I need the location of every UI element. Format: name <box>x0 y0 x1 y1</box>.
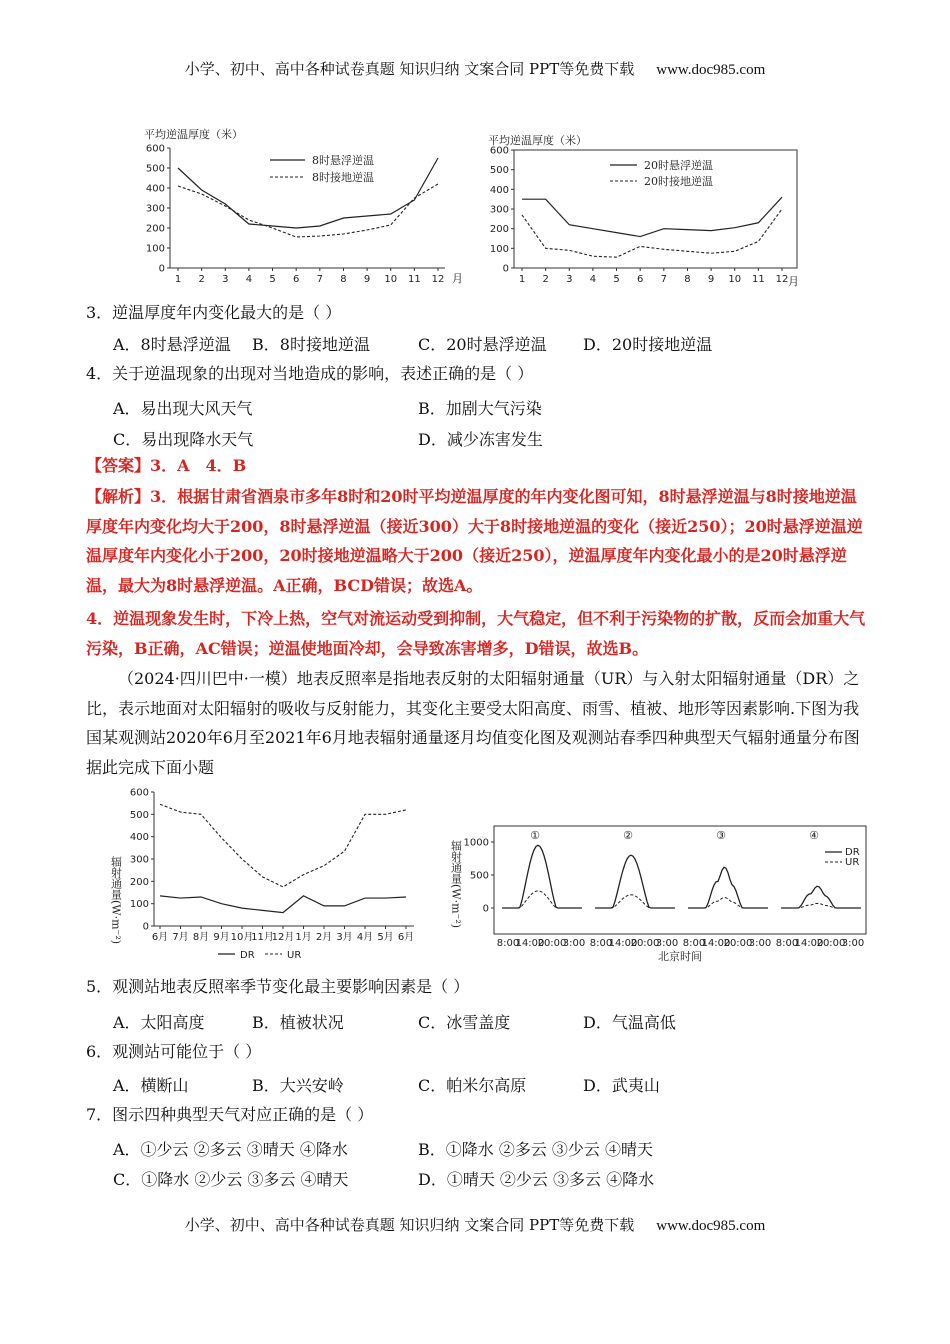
y-tick-label: 1000 <box>463 837 489 849</box>
x-tick-label: 12月 <box>271 932 295 943</box>
x-tick-label: 9 <box>363 274 371 285</box>
x-tick-label: 9 <box>707 274 715 285</box>
q4-option-d[interactable]: D．减少冻害发生 <box>418 430 543 449</box>
x-tick-label: 5月 <box>377 932 394 943</box>
x-tick-label: 8:00 <box>589 938 613 949</box>
y-tick-label: 200 <box>489 224 509 236</box>
question-3-stem: 3．逆温厚度年内变化最大的是（ ） <box>86 303 342 322</box>
x-tick-label: 14:00 <box>515 938 545 949</box>
x-tick-label: 7月 <box>172 932 189 943</box>
q6-option-c[interactable]: C．帕米尔高原 <box>418 1076 527 1095</box>
ur-curve <box>595 895 675 908</box>
q6-option-d[interactable]: D．武夷山 <box>583 1076 660 1095</box>
x-tick-label: 2 <box>198 274 205 285</box>
y-tick-label: 400 <box>145 183 165 195</box>
chart-title: 平均逆温厚度（米） <box>488 134 587 147</box>
dr-curve <box>502 845 582 908</box>
y-axis-label: 辐射通量(W·m⁻²) <box>449 840 463 929</box>
analysis-3: 【解析】3．根据甘肃省酒泉市多年8时和20时平均逆温厚度的年内变化图可知，8时悬浮逆温与8时接地逆温厚度年内变化均大于200，8时悬浮逆温（接近300）大于8时接地逆温的变化（接近250）；20时悬浮逆温逆温厚度年内变化小于200，20时接地逆温略大于200（接近250），逆温厚度年内变化最小的是20时悬浮逆温，最大为8时悬浮逆温。A正确，BCD错误；故选A。 <box>86 487 863 595</box>
dr-curve <box>595 855 675 908</box>
x-tick-label: 6月 <box>151 932 169 943</box>
question-6-stem: 6．观测站可能位于（ ） <box>86 1042 262 1061</box>
question-4-stem: 4．关于逆温现象的出现对当地造成的影响，表述正确的是（ ） <box>86 364 534 383</box>
y-tick-label: 0 <box>158 263 165 275</box>
series-line-1 <box>522 197 782 236</box>
y-tick-label: 500 <box>489 165 509 177</box>
header-text: 小学、初中、高中各种试卷真题 知识归纳 文案合同 PPT等免费下载 <box>184 60 635 78</box>
x-tick-label: 3:00 <box>748 938 772 949</box>
x-tick-label: 7 <box>660 274 668 285</box>
x-tick-label: 10 <box>728 274 742 285</box>
q5-option-c[interactable]: C．冰雪盖度 <box>418 1013 511 1032</box>
x-tick-label: 20:00 <box>723 938 753 949</box>
dr-curve <box>781 886 861 908</box>
y-tick-label: 400 <box>129 832 149 844</box>
y-tick-label: 500 <box>129 809 149 821</box>
q3-option-c[interactable]: C．20时悬浮逆温 <box>418 335 547 354</box>
x-tick-label: 20:00 <box>630 938 660 949</box>
x-tick-label: 5 <box>613 274 620 285</box>
panel-label: ① <box>530 829 540 842</box>
header-url[interactable]: www.doc985.com <box>656 62 766 78</box>
q5-option-d[interactable]: D．气温高低 <box>583 1013 676 1032</box>
x-tick-label: 3 <box>222 274 229 285</box>
series-line-1 <box>178 158 438 228</box>
y-tick-label: 400 <box>489 184 509 196</box>
y-tick-label: 600 <box>145 143 165 155</box>
x-tick-label: 10月 <box>230 932 254 943</box>
series-line-1 <box>160 896 406 913</box>
q3-option-b[interactable]: B．8时接地逆温 <box>252 335 370 354</box>
question-7-stem: 7．图示四种典型天气对应正确的是（ ） <box>86 1105 374 1124</box>
x-tick-label: 2 <box>542 274 549 285</box>
y-tick-label: 100 <box>489 243 509 255</box>
y-tick-label: 200 <box>145 223 165 235</box>
x-tick-label: 8:00 <box>496 938 520 949</box>
y-tick-label: 600 <box>489 145 509 157</box>
y-tick-label: 300 <box>145 203 165 215</box>
y-tick-label: 300 <box>489 204 509 216</box>
q7-option-d[interactable]: D．①晴天 ②少云 ③多云 ④降水 <box>418 1170 655 1189</box>
y-tick-label: 300 <box>129 854 149 866</box>
panel-label: ③ <box>716 829 726 842</box>
q7-option-a[interactable]: A．①少云 ②多云 ③晴天 ④降水 <box>113 1140 348 1159</box>
chart-title: 平均逆温厚度（米） <box>144 128 243 141</box>
x-tick-label: 14:00 <box>794 938 824 949</box>
legend-label-solid: 20时悬浮逆温 <box>644 159 713 172</box>
q7-option-b[interactable]: B．①降水 ②多云 ③少云 ④晴天 <box>418 1140 654 1159</box>
q4-option-b[interactable]: B．加剧大气污染 <box>418 399 542 418</box>
chart-8-oclock-inversion <box>130 128 470 288</box>
footer-url[interactable]: www.doc985.com <box>656 1218 766 1234</box>
x-tick-label: 4 <box>245 274 253 285</box>
x-tick-label: 1 <box>174 274 182 285</box>
q7-option-c[interactable]: C．①降水 ②少云 ③多云 ④晴天 <box>113 1170 349 1189</box>
legend-label-dashed: 8时接地逆温 <box>312 171 374 184</box>
y-tick-label: 600 <box>129 787 149 799</box>
x-tick-label: 1 <box>518 274 526 285</box>
x-axis-label: 北京时间 <box>658 950 702 963</box>
x-tick-label: 14:00 <box>608 938 638 949</box>
x-tick-label: 4 <box>589 274 597 285</box>
y-tick-label: 100 <box>129 899 149 911</box>
dr-curve <box>688 867 768 908</box>
x-tick-label: 3:00 <box>655 938 679 949</box>
x-tick-label: 5 <box>269 274 276 285</box>
panel-label: ④ <box>809 829 819 842</box>
x-tick-label: 3:00 <box>562 938 586 949</box>
y-tick-label: 0 <box>482 903 489 915</box>
x-tick-label: 9月 <box>213 932 230 943</box>
x-tick-label: 4月 <box>356 932 374 943</box>
x-tick-label: 6月 <box>397 932 415 943</box>
question-5-stem: 5．观测站地表反照率季节变化最主要影响因素是（ ） <box>86 977 470 996</box>
x-tick-label: 11 <box>407 274 421 285</box>
x-unit-label: 月 <box>452 272 463 285</box>
ur-curve <box>502 891 582 908</box>
legend-label-dashed: UR <box>845 857 860 868</box>
x-tick-label: 6 <box>292 274 300 285</box>
x-tick-label: 10 <box>384 274 398 285</box>
x-tick-label: 14:00 <box>701 938 731 949</box>
legend-label-solid: DR <box>240 950 255 961</box>
q3-option-d[interactable]: D．20时接地逆温 <box>583 335 713 354</box>
x-tick-label: 8:00 <box>775 938 799 949</box>
legend-label-solid: DR <box>845 847 860 858</box>
intro-paragraph: （2024·四川巴中·一模）地表反照率是指地表反射的太阳辐射通量（UR）与入射太阳辐射通量（DR）之比，表示地面对太阳辐射的吸收与反射能力，其变化主要受太阳高度、雨雪、植被、地形等因素影响.下图为我国某观测站2020年6月至2021年6月地表辐射通量逐月均值变化图及观测站春季四种典型天气辐射通量分布图据此完成下面小题 <box>86 669 860 777</box>
x-tick-label: 11 <box>751 274 765 285</box>
x-tick-label: 12 <box>775 274 789 285</box>
q5-option-b[interactable]: B．植被状况 <box>252 1013 344 1032</box>
q3-option-a[interactable]: A．8时悬浮逆温 <box>113 335 231 354</box>
x-tick-label: 20:00 <box>537 938 567 949</box>
chart-20-oclock-inversion <box>482 130 812 290</box>
x-tick-label: 3月 <box>336 932 353 943</box>
legend-label-dashed: UR <box>287 950 302 961</box>
x-tick-label: 12 <box>431 274 445 285</box>
x-tick-label: 8 <box>684 274 691 285</box>
x-tick-label: 11月 <box>251 932 274 943</box>
analysis-4: 4．逆温现象发生时，下冷上热，空气对流运动受到抑制，大气稳定，但不利于污染物的扩散，反而会加重大气污染，B正确，AC错误；逆温使地面冷却，会导致冻害增多，D错误，故选B。 <box>86 609 866 658</box>
x-tick-label: 8月 <box>192 932 210 943</box>
x-tick-label: 3 <box>566 274 573 285</box>
y-tick-label: 500 <box>145 163 165 175</box>
q4-option-a[interactable]: A．易出现大风天气 <box>113 399 253 418</box>
footer-text: 小学、初中、高中各种试卷真题 知识归纳 文案合同 PPT等免费下载 <box>184 1216 635 1234</box>
y-tick-label: 100 <box>145 243 165 255</box>
y-tick-label: 0 <box>142 921 149 933</box>
q4-option-c[interactable]: C．易出现降水天气 <box>113 430 254 449</box>
page-header <box>0 58 950 79</box>
legend-label-solid: 8时悬浮逆温 <box>312 154 374 167</box>
q6-option-a[interactable]: A．横断山 <box>113 1076 189 1095</box>
y-tick-label: 0 <box>502 263 509 275</box>
x-tick-label: 20:00 <box>816 938 846 949</box>
page-footer <box>0 1214 950 1235</box>
x-tick-label: 8 <box>340 274 347 285</box>
x-tick-label: 2月 <box>315 932 333 943</box>
q6-option-b[interactable]: B．大兴安岭 <box>252 1076 344 1095</box>
x-tick-label: 6 <box>636 274 644 285</box>
x-tick-label: 8:00 <box>682 938 706 949</box>
x-tick-label: 7 <box>316 274 324 285</box>
ur-curve <box>781 903 861 908</box>
y-axis-label: 辐射通量(W·m⁻²) <box>109 856 123 945</box>
y-tick-label: 200 <box>129 876 149 888</box>
ur-curve <box>688 898 768 909</box>
answer: 【答案】3．A 4．B <box>86 456 247 475</box>
series-line-2 <box>160 804 406 887</box>
legend-label-dashed: 20时接地逆温 <box>644 175 713 188</box>
x-tick-label: 3:00 <box>841 938 865 949</box>
chart-typical-weather-radiation <box>450 822 870 967</box>
x-tick-label: 1月 <box>295 932 312 943</box>
panel-label: ② <box>623 829 633 842</box>
series-line-2 <box>178 184 438 237</box>
chart-monthly-radiation <box>110 786 430 966</box>
y-tick-label: 500 <box>469 870 489 882</box>
q5-option-a[interactable]: A．太阳高度 <box>113 1013 205 1032</box>
x-unit-label: 月 <box>788 275 799 288</box>
